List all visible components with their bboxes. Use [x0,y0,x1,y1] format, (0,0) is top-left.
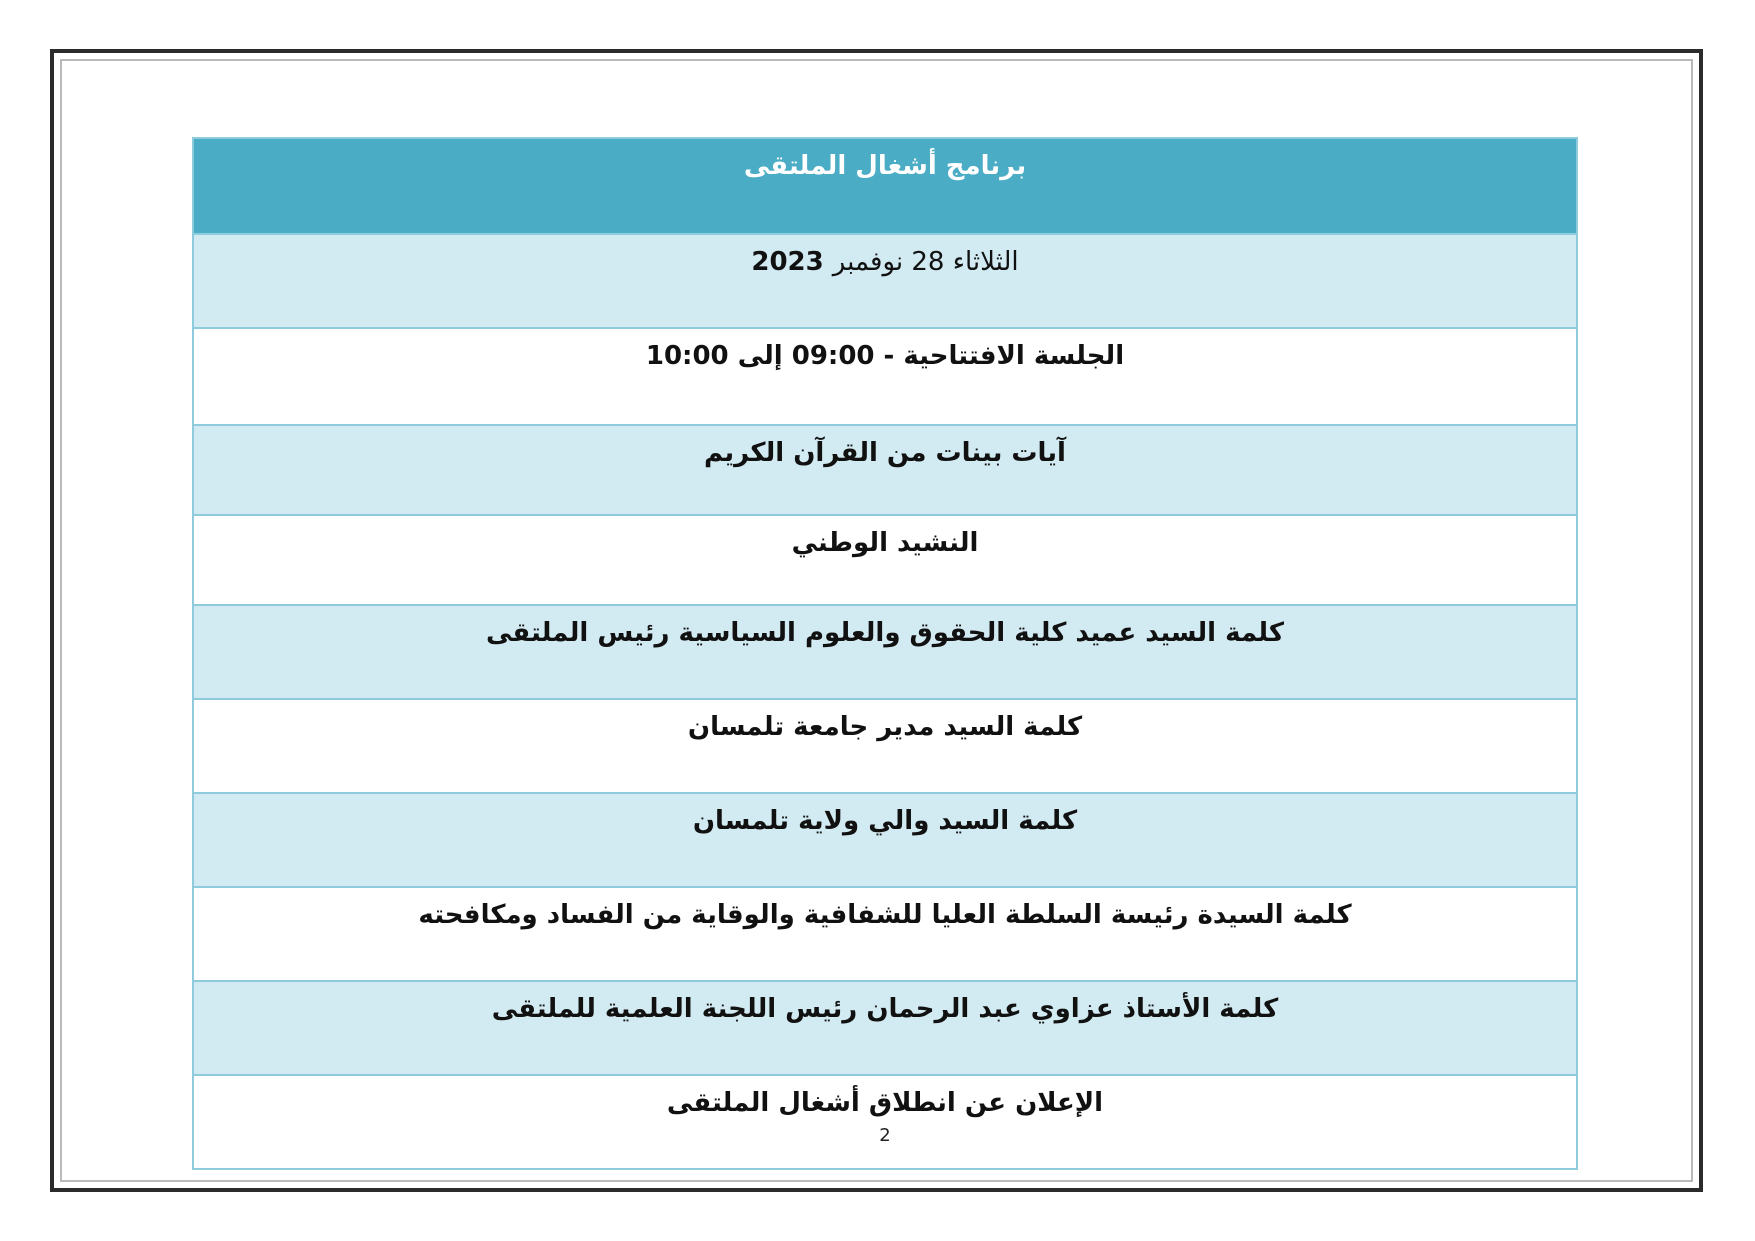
program-title: برنامج أشغال الملتقى [193,138,1577,234]
program-date [193,234,1577,328]
table-row-date [193,234,1577,328]
table-header-row [193,138,1577,234]
program-table [192,137,1578,1170]
agenda-item-dean-speech: كلمة السيد عميد كلية الحقوق والعلوم السياسية رئيس الملتقى [193,605,1577,699]
agenda-item-anthem: النشيد الوطني [193,515,1577,605]
table-row [193,328,1577,425]
date-year: 2023 [751,247,824,277]
table-row [193,981,1577,1075]
page-number: 2 [879,1125,891,1146]
agenda-item-authority-speech: كلمة السيدة رئيسة السلطة العليا للشفافية والوقاية من الفساد ومكافحته [193,887,1577,981]
table-row [193,793,1577,887]
agenda-item-rector-speech: كلمة السيد مدير جامعة تلمسان [193,699,1577,793]
table-row [193,605,1577,699]
table-row [193,425,1577,515]
agenda-item-launch [193,1075,1577,1169]
agenda-item-wali-speech: كلمة السيد والي ولاية تلمسان [193,793,1577,887]
table-row [193,1075,1577,1169]
table-row [193,887,1577,981]
date-day-month: الثلاثاء 28 نوفمبر [832,247,1019,277]
table-row [193,699,1577,793]
agenda-item-launch-text: الإعلان عن انطلاق أشغال الملتقى [666,1088,1104,1118]
opening-session: الجلسة الافتتاحية - 09:00 إلى 10:00 [193,328,1577,425]
table-row [193,515,1577,605]
agenda-item-scientific-committee-speech: كلمة الأستاذ عزاوي عبد الرحمان رئيس اللجنة العلمية للملتقى [193,981,1577,1075]
agenda-item-quran: آيات بينات من القرآن الكريم [193,425,1577,515]
